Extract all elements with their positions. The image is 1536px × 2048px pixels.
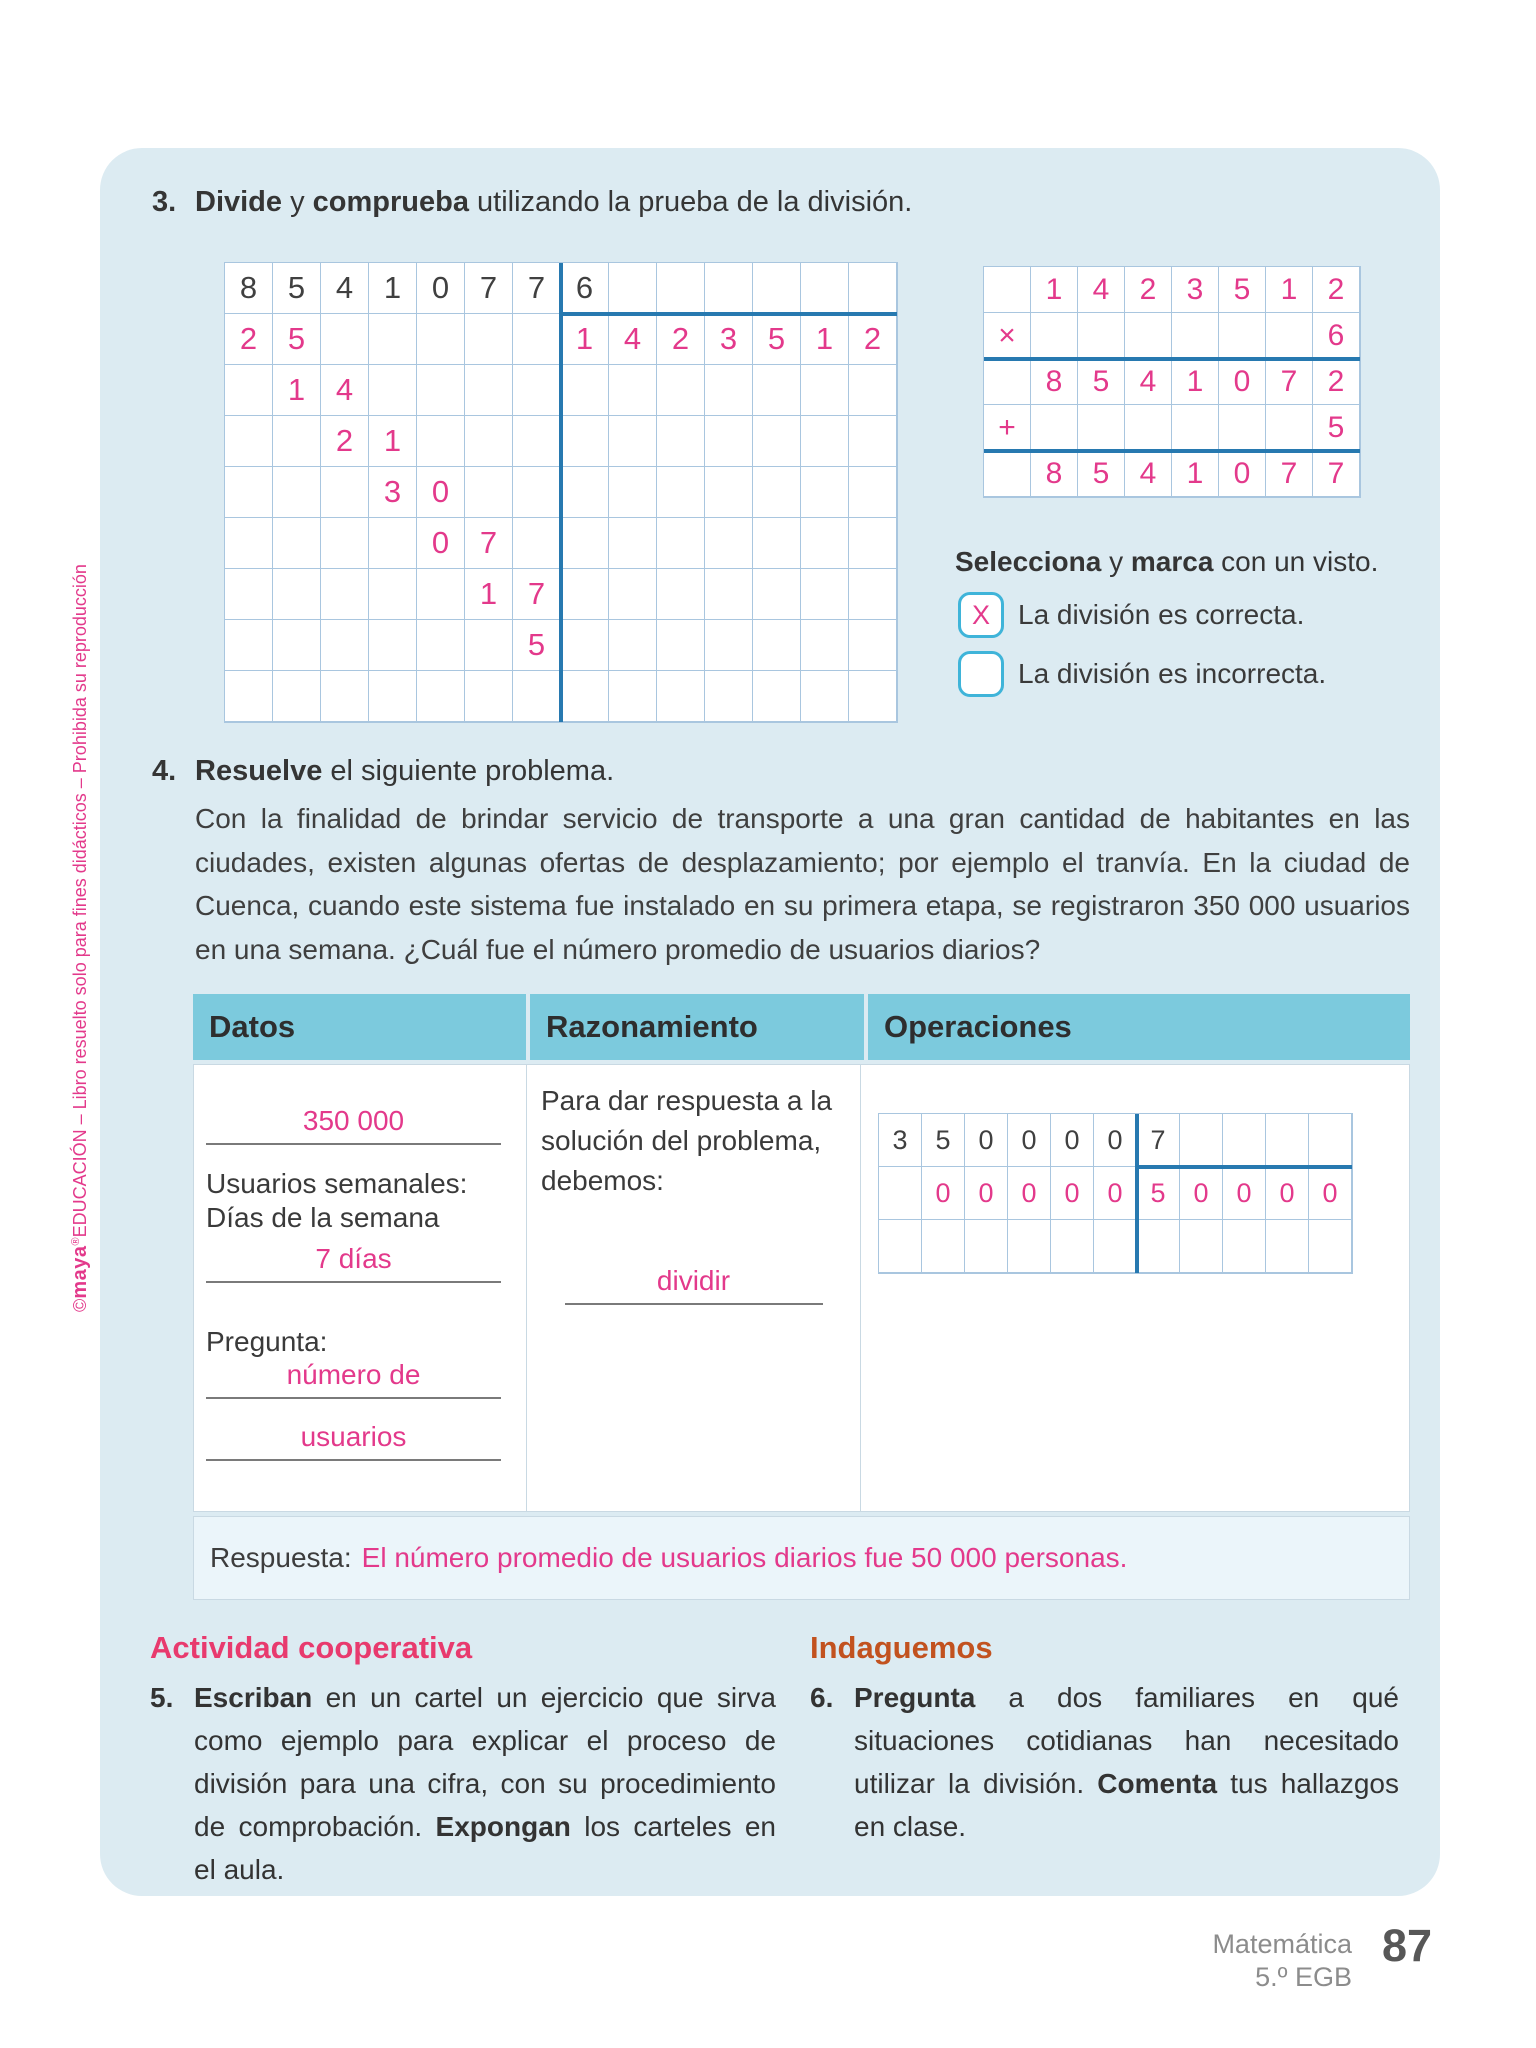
grid-cell (369, 314, 417, 365)
grid-cell: 1 (1031, 267, 1078, 313)
grid-cell (705, 671, 753, 722)
grid-cell (801, 518, 849, 569)
grid-cell (369, 569, 417, 620)
grid-cell (225, 518, 273, 569)
grid-cell: 4 (1125, 451, 1172, 497)
grid-rule-line (561, 312, 897, 316)
grid-cell (465, 671, 513, 722)
grid-cell (225, 671, 273, 722)
grid-cell (273, 569, 321, 620)
division-grid (224, 262, 898, 723)
inquiry-heading: Indaguemos (810, 1630, 993, 1665)
grid-cell: 0 (1219, 451, 1266, 497)
respuesta-row (193, 1516, 1410, 1600)
grid-cell: 2 (321, 416, 369, 467)
grid-rule-line (984, 357, 1360, 361)
grid-cell (849, 263, 897, 314)
grid-cell (1031, 313, 1078, 359)
grid-cell (801, 416, 849, 467)
exercise4-number: 4. (152, 755, 177, 787)
table-body-row (193, 1064, 1410, 1512)
grid-cell (849, 569, 897, 620)
grid-cell (705, 416, 753, 467)
grid-cell: 5 (273, 263, 321, 314)
grid-cell (369, 365, 417, 416)
grid-cell: 5 (1219, 267, 1266, 313)
header-operaciones: Operaciones (868, 994, 1410, 1060)
grid-cell (1031, 405, 1078, 451)
datos-label-pregunta: Pregunta: (206, 1326, 328, 1357)
grid-cell (225, 365, 273, 416)
grid-cell: 1 (1266, 267, 1313, 313)
checkbox-incorrect[interactable] (958, 651, 1004, 697)
grid-cell (609, 671, 657, 722)
grid-cell: 0 (1051, 1114, 1094, 1167)
grid-cell: 4 (321, 365, 369, 416)
grid-cell: 0 (1051, 1167, 1094, 1220)
datos-label-1: Usuarios semanales: (206, 1168, 468, 1199)
grid-cell: 0 (1309, 1167, 1352, 1220)
grid-cell: 3 (1172, 267, 1219, 313)
table-header-row (193, 994, 1410, 1060)
grid-cell (417, 569, 465, 620)
grid-cell: 4 (1125, 359, 1172, 405)
grid-cell (753, 569, 801, 620)
grid-cell (801, 365, 849, 416)
division-bracket-line (559, 263, 563, 722)
division-bracket-line (1135, 1114, 1139, 1273)
grid-cell (321, 518, 369, 569)
datos-label-2: Días de la semana (206, 1202, 440, 1233)
grid-cell: 1 (369, 263, 417, 314)
grid-cell: 6 (1313, 313, 1360, 359)
grid-cell (561, 416, 609, 467)
grid-cell (609, 365, 657, 416)
grid-cell (705, 263, 753, 314)
grid-cell (657, 467, 705, 518)
exercise6-text: Pregunta a dos familiares en qué situaciones cotidianas han necesitado utilizar la división. Comenta tus hallazgos en clase. (854, 1682, 1400, 1842)
grid-cell: 7 (465, 518, 513, 569)
copyright-text: EDUCACIÓN – Libro resuelto solo para fines didácticos – Prohibida su reproducción (70, 564, 90, 1238)
grid-cell: 2 (225, 314, 273, 365)
grid-cell (609, 416, 657, 467)
grid-cell (273, 467, 321, 518)
grid-cell (705, 569, 753, 620)
solution-table (193, 994, 1410, 1600)
grid-cell (849, 467, 897, 518)
grid-cell: 0 (1219, 359, 1266, 405)
registered-mark: ® (70, 1237, 82, 1246)
grid-cell (657, 671, 705, 722)
option-label: La división es incorrecta. (1018, 658, 1327, 689)
grid-cell (321, 314, 369, 365)
grid-cell: 0 (1223, 1167, 1266, 1220)
grid-cell: 1 (465, 569, 513, 620)
grid-cell (879, 1167, 922, 1220)
grid-cell: 0 (1008, 1167, 1051, 1220)
grid-cell: 3 (369, 467, 417, 518)
grid-cell (705, 467, 753, 518)
grid-cell (753, 467, 801, 518)
grid-cell: 8 (1031, 451, 1078, 497)
grid-cell: 5 (1313, 405, 1360, 451)
grid-cell (417, 620, 465, 671)
inquiry-section (810, 1630, 1410, 1848)
grid-cell: 2 (1313, 267, 1360, 313)
grid-cell: 0 (1180, 1167, 1223, 1220)
grid-cell (984, 451, 1031, 497)
grid-cell: 5 (1078, 451, 1125, 497)
answer-blank-weekly-users: 350 000 (206, 1105, 501, 1145)
grid-cell: 5 (922, 1114, 965, 1167)
grid-cell: 8 (225, 263, 273, 314)
grid-cell (369, 671, 417, 722)
grid-cell (321, 620, 369, 671)
grid-cell (225, 416, 273, 467)
grid-cell: 5 (753, 314, 801, 365)
grid-cell: 4 (609, 314, 657, 365)
grid-cell (273, 518, 321, 569)
grid-cell (465, 314, 513, 365)
grid-cell: 0 (965, 1167, 1008, 1220)
grid-cell (561, 569, 609, 620)
grid-cell (922, 1220, 965, 1273)
grid-cell (657, 263, 705, 314)
grid-cell (753, 365, 801, 416)
select-prompt: Selecciona y marca con un visto. (955, 546, 1379, 577)
grid-cell (849, 416, 897, 467)
exercise3-heading (152, 186, 912, 219)
multiplication-check-grid (983, 266, 1361, 498)
exercise4-title: Resuelve el siguiente problema. (195, 755, 615, 787)
exercise3-number: 3. (152, 186, 177, 218)
grid-cell (225, 620, 273, 671)
grid-cell (321, 569, 369, 620)
grid-cell (753, 671, 801, 722)
grid-cell (369, 620, 417, 671)
grid-cell (1125, 313, 1172, 359)
grid-cell: 2 (657, 314, 705, 365)
grid-cell (801, 620, 849, 671)
grid-cell (849, 365, 897, 416)
grid-cell: 7 (1266, 359, 1313, 405)
grid-cell (753, 263, 801, 314)
grid-cell (1078, 405, 1125, 451)
grid-cell: 2 (1125, 267, 1172, 313)
cooperative-activity-section (150, 1630, 782, 1891)
grid-cell (465, 467, 513, 518)
grid-cell (1219, 313, 1266, 359)
grid-cell (513, 365, 561, 416)
grid-cell (321, 467, 369, 518)
content-panel (100, 148, 1440, 1896)
grid-cell (1172, 405, 1219, 451)
grid-cell (657, 620, 705, 671)
grid-cell: 2 (1313, 359, 1360, 405)
grid-cell (369, 518, 417, 569)
grid-cell (273, 416, 321, 467)
grid-cell (984, 359, 1031, 405)
grid-cell (225, 569, 273, 620)
grid-cell (1309, 1220, 1352, 1273)
grid-cell (513, 416, 561, 467)
grid-cell: 0 (1266, 1167, 1309, 1220)
grid-cell (561, 467, 609, 518)
grid-cell (609, 518, 657, 569)
check-mark: X (971, 599, 990, 630)
razonamiento-cell (527, 1065, 861, 1511)
header-razonamiento: Razonamiento (530, 994, 864, 1060)
grid-cell (753, 416, 801, 467)
grid-cell: 7 (513, 263, 561, 314)
grid-cell (1266, 1220, 1309, 1273)
grid-cell (984, 267, 1031, 313)
grid-cell (1219, 405, 1266, 451)
grid-cell (1078, 313, 1125, 359)
grid-cell (417, 416, 465, 467)
grid-cell (273, 671, 321, 722)
grid-cell (1266, 313, 1313, 359)
publisher-logo: maya (69, 1245, 91, 1299)
grid-cell: 5 (273, 314, 321, 365)
option-label: La división es correcta. (1018, 599, 1305, 630)
grid-cell (465, 416, 513, 467)
grid-cell: 3 (879, 1114, 922, 1167)
grid-cell (753, 518, 801, 569)
grid-cell: 7 (465, 263, 513, 314)
answer-blank-question-2: usuarios (206, 1421, 501, 1461)
page-number: 87 (1382, 1920, 1433, 1971)
grid-cell: 1 (1172, 451, 1219, 497)
checkbox-correct[interactable] (958, 592, 1004, 638)
razonamiento-text: Para dar respuesta a la solución del problema, debemos: (541, 1085, 833, 1196)
grid-cell (1051, 1220, 1094, 1273)
grid-cell (609, 569, 657, 620)
answer-blank-question-1: número de (206, 1359, 501, 1399)
grid-cell (801, 569, 849, 620)
grid-cell (801, 467, 849, 518)
grid-cell: + (984, 405, 1031, 451)
grid-cell (513, 518, 561, 569)
grid-cell (1125, 405, 1172, 451)
grid-cell (273, 620, 321, 671)
exercise3-title: Divide y comprueba utilizando la prueba de la división. (195, 186, 913, 218)
grid-cell (849, 518, 897, 569)
grid-cell: 6 (561, 263, 609, 314)
grid-cell (609, 263, 657, 314)
copyright-symbol: © (70, 1298, 90, 1312)
grid-cell (849, 671, 897, 722)
respuesta-label: Respuesta: (210, 1542, 352, 1573)
datos-cell (194, 1065, 527, 1511)
option-division-correct (958, 592, 1304, 638)
grid-cell (561, 365, 609, 416)
grid-cell (609, 467, 657, 518)
grid-cell: 5 (513, 620, 561, 671)
grid-cell (1180, 1114, 1223, 1167)
grid-cell (1008, 1220, 1051, 1273)
grid-cell: 1 (273, 365, 321, 416)
grid-cell: 1 (1172, 359, 1219, 405)
grid-cell (225, 467, 273, 518)
grid-cell (657, 569, 705, 620)
grid-cell: 4 (1078, 267, 1125, 313)
grid-cell: 1 (561, 314, 609, 365)
grid-cell: 8 (1031, 359, 1078, 405)
grid-cell (1266, 1114, 1309, 1167)
grid-cell (465, 365, 513, 416)
grid-cell: 5 (1137, 1167, 1180, 1220)
footer-book-info (1212, 1928, 1352, 1994)
grid-cell: 0 (417, 263, 465, 314)
grid-cell (321, 671, 369, 722)
grid-cell: 0 (922, 1167, 965, 1220)
grid-cell: 0 (965, 1114, 1008, 1167)
grid-cell (1223, 1114, 1266, 1167)
grid-cell (801, 263, 849, 314)
grid-cell: 0 (1008, 1114, 1051, 1167)
grid-cell (1223, 1220, 1266, 1273)
problem-statement: Con la finalidad de brindar servicio de transporte a una gran cantidad de habitantes en las ciudades, existen algunas ofertas de desplazamiento; por ejemplo el tranvía. En la ciudad de Cuenca, cuando este sistema fue instalado en su primera etapa, se registraron 350 000 usuarios en una semana. ¿Cuál fue el número promedio de usuarios diarios? (195, 803, 1410, 965)
grid-cell (753, 620, 801, 671)
grid-cell: 7 (1266, 451, 1313, 497)
exercise6-number: 6. (810, 1682, 834, 1713)
exercise5-number: 5. (150, 1682, 174, 1713)
grid-cell: 2 (849, 314, 897, 365)
grid-cell (1266, 405, 1313, 451)
option-division-incorrect (958, 651, 1326, 697)
grid-cell (705, 518, 753, 569)
grid-cell (417, 365, 465, 416)
grid-cell (465, 620, 513, 671)
grid-cell (417, 314, 465, 365)
grid-cell: 0 (417, 518, 465, 569)
grid-cell: 4 (321, 263, 369, 314)
grid-cell (657, 416, 705, 467)
grid-cell (609, 620, 657, 671)
grid-cell (1137, 1220, 1180, 1273)
answer-blank-operation: dividir (565, 1265, 823, 1305)
grid-cell: 1 (369, 416, 417, 467)
grid-cell (561, 620, 609, 671)
grid-cell (657, 518, 705, 569)
grid-cell: 1 (801, 314, 849, 365)
respuesta-answer: El número promedio de usuarios diarios fue 50 000 personas. (361, 1542, 1128, 1573)
grid-cell: 3 (705, 314, 753, 365)
grid-cell (561, 671, 609, 722)
grid-cell (965, 1220, 1008, 1273)
grid-cell (1094, 1220, 1137, 1273)
grid-cell (705, 365, 753, 416)
header-datos: Datos (193, 994, 526, 1060)
grid-cell: 5 (1078, 359, 1125, 405)
grid-cell (513, 671, 561, 722)
operaciones-cell (861, 1065, 1409, 1511)
footer-grade: 5.º EGB (1255, 1962, 1352, 1992)
answer-blank-days: 7 días (206, 1243, 501, 1283)
grid-cell (561, 518, 609, 569)
grid-cell: 0 (1094, 1114, 1137, 1167)
grid-cell (801, 671, 849, 722)
exercise6-item (810, 1676, 1410, 1848)
grid-cell (513, 314, 561, 365)
grid-cell (513, 467, 561, 518)
grid-rule-line (1137, 1165, 1352, 1169)
grid-cell: 7 (513, 569, 561, 620)
exercise5-item (150, 1676, 782, 1891)
grid-cell: 0 (1094, 1167, 1137, 1220)
grid-cell: 0 (417, 467, 465, 518)
footer-subject: Matemática (1212, 1929, 1352, 1959)
grid-cell (1172, 313, 1219, 359)
grid-cell: 7 (1137, 1114, 1180, 1167)
grid-cell (1180, 1220, 1223, 1273)
grid-cell: × (984, 313, 1031, 359)
cooperative-activity-heading: Actividad cooperativa (150, 1630, 473, 1665)
exercise5-text: Escriban en un cartel un ejercicio que sirva como ejemplo para explicar el proceso de división para una cifra, con su procedimiento de comprobación. Expongan los carteles en el aula. (194, 1682, 776, 1885)
exercise4-heading (152, 755, 614, 788)
grid-cell (657, 365, 705, 416)
grid-cell: 7 (1313, 451, 1360, 497)
copyright-sidebar (69, 388, 103, 1488)
grid-cell (705, 620, 753, 671)
grid-cell (879, 1220, 922, 1273)
grid-rule-line (984, 449, 1360, 453)
grid-cell (417, 671, 465, 722)
grid-cell (849, 620, 897, 671)
operations-grid (878, 1113, 1353, 1274)
grid-cell (1309, 1114, 1352, 1167)
